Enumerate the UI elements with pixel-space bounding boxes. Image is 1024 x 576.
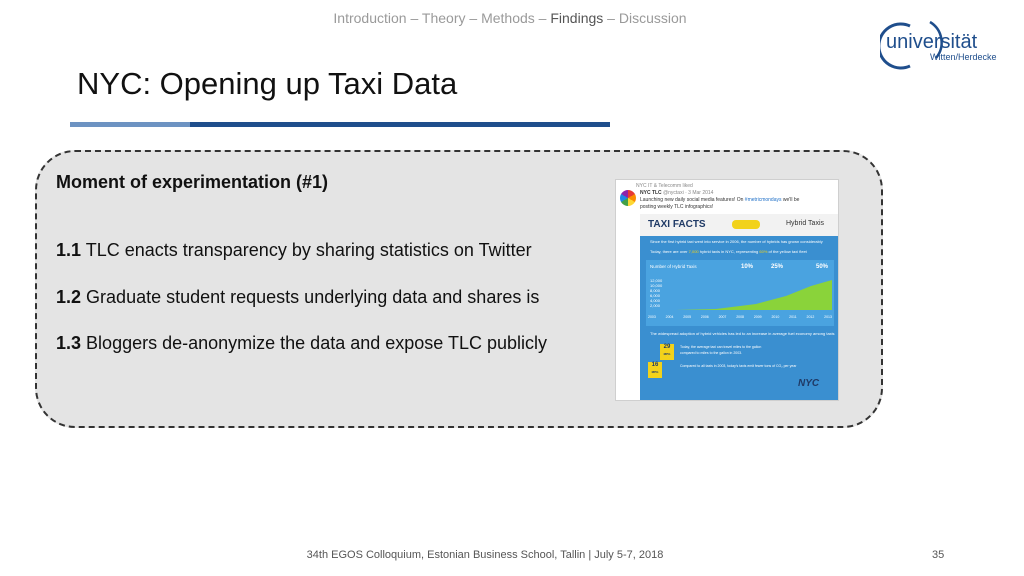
tweet-text-line-2: posting weekly TLC infographics! — [640, 204, 714, 210]
chart-label: Number of Hybrid Taxis — [650, 264, 697, 269]
infographic-adoption: The widespread adoption of hybrid vehicles has led to an increase in average fuel economy among taxis — [650, 331, 835, 336]
hybrid-chart — [646, 260, 834, 326]
marker-50: 50% — [816, 264, 829, 270]
chart-x-ticks: 2003 2004 2005 2006 2007 2008 2009 2010 2011 2012 2013 — [648, 315, 832, 319]
chart-y-ticks: 12,000 10,000 8,000 6,000 4,000 2,000 — [650, 278, 663, 308]
infographic-header — [640, 214, 838, 236]
nav-item-introduction: Introduction — [333, 10, 407, 26]
infographic-title: TAXI FACTS — [648, 219, 706, 230]
nyc-logo: NYC — [798, 378, 820, 389]
tweet-author: NYC TLC @nyctaxi · 3 Mar 2014 — [640, 190, 714, 196]
infographic-today: Today, there are over 7,000 hybrid taxis in NYC, representing 60% of the yellow taxi fleet — [650, 249, 807, 254]
nav-item-findings: Findings — [550, 10, 604, 26]
point-1-1 — [56, 240, 532, 261]
point-text: Bloggers de-anonymize the data and expose TLC publicly — [86, 333, 547, 353]
taxi-car-icon — [732, 220, 760, 229]
nav-item-theory: Theory — [421, 10, 466, 26]
section-breadcrumb: Introduction – Theory – Methods – Findings – Discussion — [333, 10, 687, 26]
tweet-text-line-1: Launching new daily social media features! On #metricmondays we'll be — [640, 197, 800, 203]
point-1-3 — [56, 333, 547, 354]
point-text: TLC enacts transparency by sharing statistics on Twitter — [85, 240, 532, 260]
card-heading: Moment of experimentation (#1) — [56, 172, 329, 192]
point-number: 1.3 — [56, 333, 82, 353]
footer-text: 34th EGOS Colloquium, Estonian Business School, Tallin | July 5-7, 2018 — [306, 549, 664, 561]
marker-25: 25% — [771, 264, 784, 270]
nav-item-discussion: Discussion — [618, 10, 687, 26]
fact-3: Compared to all taxis in 2003, today's taxis emit fewer tons of CO₂ per year — [680, 364, 797, 368]
slide-title: NYC: Opening up Taxi Data — [77, 66, 458, 101]
point-number: 1.2 — [56, 287, 82, 307]
infographic-intro: Since the first hybrid taxi went into service in 2006, the number of hybrids has grown considerably — [650, 239, 823, 244]
point-number: 1.1 — [56, 240, 82, 260]
infographic-subtitle: Hybrid Taxis — [786, 220, 824, 227]
logo-wordmark: universität — [886, 31, 978, 53]
point-1-2 — [56, 287, 539, 308]
logo-subtitle: Witten/Herdecke — [930, 52, 997, 62]
fact-1: Today, the average taxi can travel miles to the gallon — [680, 345, 762, 349]
university-logo — [880, 18, 1010, 70]
nyc-tlc-avatar — [620, 190, 636, 206]
tweet-screenshot — [615, 179, 839, 401]
title-underline — [70, 122, 610, 127]
page-number: 35 — [932, 549, 945, 561]
fact-2: compared to miles to the gallon in 2003. — [680, 351, 743, 355]
point-text: Graduate student requests underlying data and shares is — [86, 287, 540, 307]
nav-item-methods: Methods — [481, 10, 535, 26]
taxi-facts-infographic — [640, 214, 838, 400]
mpg-badge-29: 29 MPG — [660, 344, 674, 360]
tweet-liked-by: NYC IT & Telecomm liked — [636, 183, 693, 189]
mpg-badge-16: 16 MPG — [648, 362, 662, 378]
marker-10: 10% — [741, 264, 754, 270]
